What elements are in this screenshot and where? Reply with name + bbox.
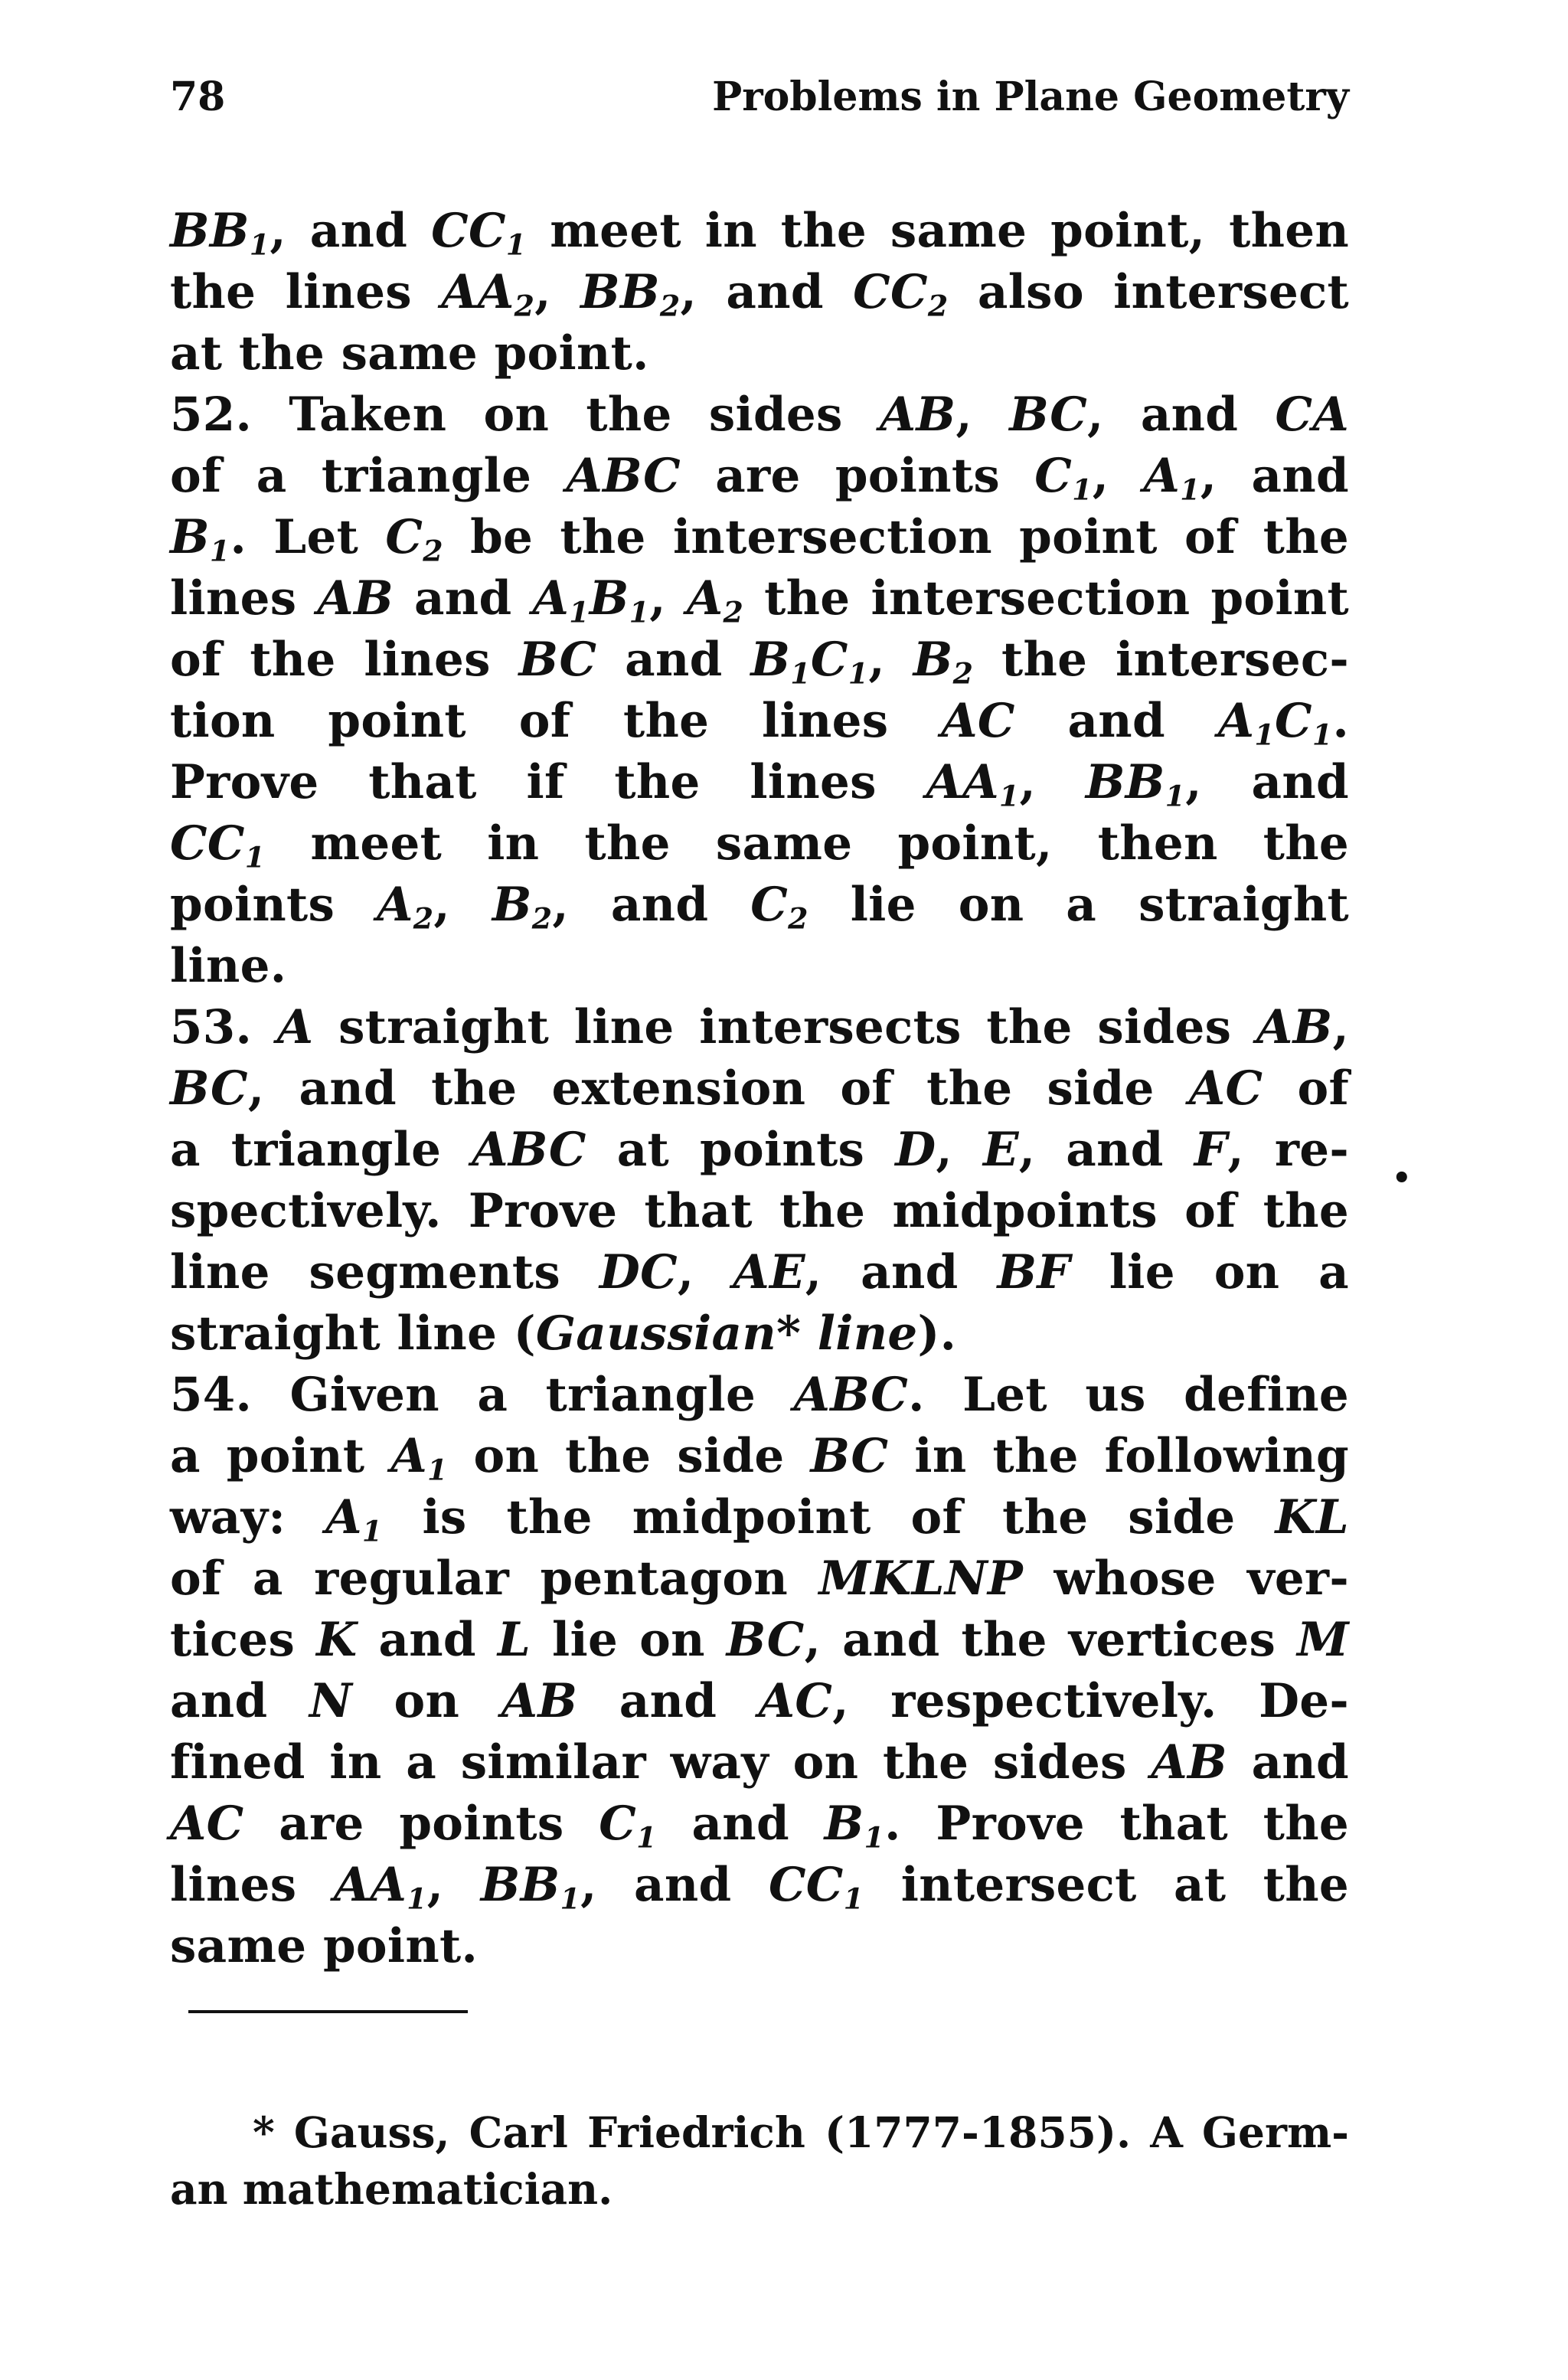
text-line: spectively. Prove that the midpoints of the bbox=[170, 1184, 1349, 1238]
footnote-rule bbox=[188, 2010, 468, 2013]
text-line: points $A_2$, $B_2$, and $C_2$ lie on a straight bbox=[170, 878, 1350, 936]
problem-54-start: 54. Given a triangle ABC. Let us define bbox=[170, 1368, 1349, 1422]
running-head: Problems in Plane Geometry bbox=[712, 74, 1349, 120]
problem-52-start: 52. Taken on the sides AB, BC, and CA bbox=[170, 387, 1349, 442]
text-line: lines AB and $A_1B_1$, $A_2$ the intersection point bbox=[170, 571, 1349, 629]
page-header bbox=[170, 74, 1349, 142]
text-line: tices K and L lie on BC, and the vertices M bbox=[170, 1613, 1349, 1667]
text-line: of the lines BC and $B_1C_1$, $B_2$ the intersec- bbox=[170, 633, 1349, 691]
problem-53-start: 53. A straight line intersects the sides AB, bbox=[170, 1000, 1349, 1054]
text-line: lines $AA_1$, $BB_1$, and $CC_1$ intersect at the bbox=[170, 1858, 1350, 1916]
text-line: $CC_1$ meet in the same point, then the bbox=[170, 816, 1349, 875]
body-text bbox=[170, 201, 1349, 1977]
text-line: of a triangle ABC are points $C_1$, $A_1$, and bbox=[170, 449, 1349, 507]
text-line: $B_1$. Let $C_2$ be the intersection point of the bbox=[170, 510, 1349, 568]
text-line: $BB_1$, and $CC_1$ meet in the same point, then bbox=[170, 204, 1349, 262]
text-line: way: $A_1$ is the midpoint of the side KL bbox=[170, 1490, 1349, 1548]
text-line: of a regular pentagon MKLNP whose ver- bbox=[170, 1551, 1349, 1606]
text-line: line segments DC, AE, and BF lie on a bbox=[170, 1245, 1350, 1300]
text-line: at the same point. bbox=[170, 326, 649, 381]
margin-mark: • bbox=[1392, 1160, 1412, 1196]
text-line: Prove that if the lines $AA_1$, $BB_1$, and bbox=[170, 755, 1349, 813]
text-line: straight line (Gaussian* line). bbox=[170, 1306, 957, 1361]
footnote-line: an mathematician. bbox=[170, 2164, 613, 2214]
text-line: tion point of the lines AC and $A_1C_1$. bbox=[170, 694, 1349, 752]
text-line: a point $A_1$ on the side BC in the following bbox=[170, 1429, 1349, 1487]
page-number: 78 bbox=[170, 74, 226, 120]
text-line: BC, and the extension of the side AC of bbox=[170, 1061, 1349, 1116]
text-line: the lines $AA_2$, $BB_2$, and $CC_2$ also intersect bbox=[170, 265, 1349, 323]
text-line: and N on AB and AC, respectively. De- bbox=[170, 1674, 1349, 1728]
text-line: AC are points $C_1$ and $B_1$. Prove that the bbox=[170, 1796, 1349, 1855]
text-line: same point. bbox=[170, 1919, 479, 1973]
footnote-line: * Gauss, Carl Friedrich (1777-1855). A Germ- bbox=[253, 2107, 1349, 2157]
footnote bbox=[170, 2104, 1349, 2218]
text-line: line. bbox=[170, 939, 287, 993]
text-line: a triangle ABC at points D, E, and F, re- bbox=[170, 1123, 1350, 1177]
text-line: fined in a similar way on the sides AB and bbox=[170, 1735, 1350, 1790]
